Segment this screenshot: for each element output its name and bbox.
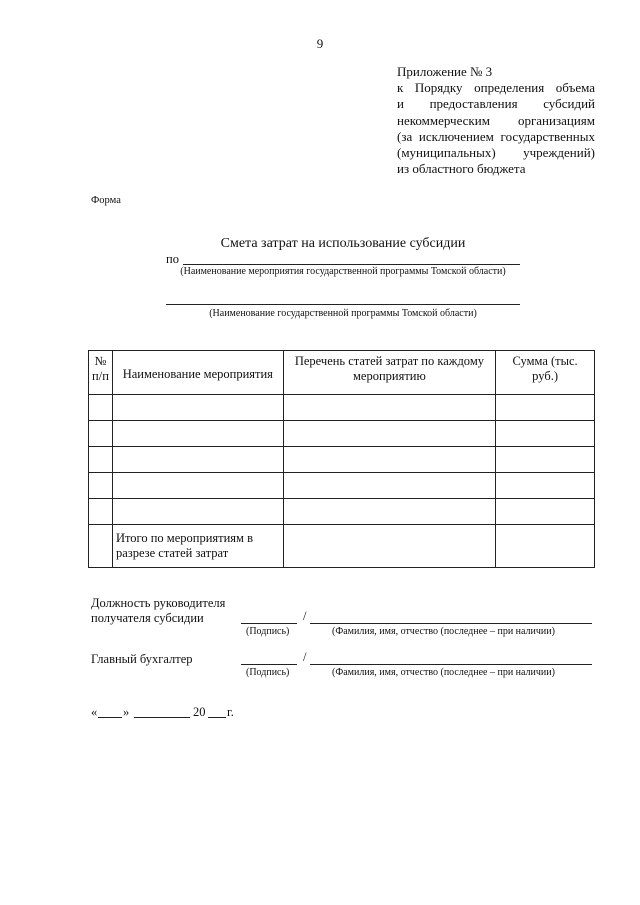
table-cell[interactable] [283, 525, 496, 568]
table-cell[interactable] [283, 499, 496, 525]
accountant-label: Главный бухгалтер [91, 652, 193, 666]
head-name-line[interactable] [310, 623, 592, 624]
date-month-line[interactable] [134, 717, 190, 718]
column-header-number: № п/п [89, 351, 113, 395]
form-label: Форма [91, 195, 121, 206]
program-name-line [166, 304, 520, 305]
appendix-line: (муниципальных) учреждений) [397, 144, 595, 160]
event-name-caption: (Наименование мероприятия государственной программы Томской области) [180, 266, 506, 277]
table-row [89, 447, 595, 473]
table-cell[interactable] [496, 395, 595, 421]
table-cell[interactable] [496, 525, 595, 568]
date-year-prefix: 20 [193, 705, 206, 719]
column-header-event: Наименование мероприятия [112, 351, 283, 395]
date-year-suffix: г. [227, 705, 234, 719]
table-row [89, 395, 595, 421]
table-cell[interactable] [89, 421, 113, 447]
date-day-line[interactable] [98, 717, 122, 718]
column-header-sum: Сумма (тыс. руб.) [496, 351, 595, 395]
table-cell[interactable] [89, 447, 113, 473]
table-cell[interactable] [112, 499, 283, 525]
appendix-line: Приложение № 3 [397, 64, 493, 79]
by-prefix: по [166, 252, 179, 266]
head-position-label: Должность руководителя получателя субсидии [91, 596, 226, 625]
date-year-line[interactable] [208, 717, 226, 718]
table-cell[interactable] [112, 447, 283, 473]
table-cell[interactable] [283, 447, 496, 473]
appendix-line: и предоставления субсидий [397, 96, 595, 112]
cost-estimate-table [88, 350, 595, 568]
appendix-line: (за исключением государственных [397, 128, 595, 144]
accountant-signature-line[interactable] [241, 664, 297, 665]
table-cell[interactable] [283, 395, 496, 421]
appendix-line: некоммерческим организациям [397, 112, 595, 128]
event-name-line [183, 264, 520, 265]
head-signature-line[interactable] [241, 623, 297, 624]
total-label: Итого по мероприятиям в разрезе статей затрат [112, 525, 283, 568]
program-name-caption: (Наименование государственной программы Томской области) [209, 308, 477, 319]
appendix-header [397, 64, 595, 177]
total-row [89, 525, 595, 568]
table-cell[interactable] [496, 421, 595, 447]
document-title: Смета затрат на использование субсидии [220, 236, 466, 251]
table-cell[interactable] [89, 395, 113, 421]
table-cell[interactable] [283, 473, 496, 499]
table-cell[interactable] [283, 421, 496, 447]
page-number: 9 [316, 36, 324, 51]
table-row [89, 499, 595, 525]
table-cell[interactable] [89, 499, 113, 525]
table-row [89, 473, 595, 499]
table-row [89, 421, 595, 447]
table-cell[interactable] [496, 499, 595, 525]
table-header-row [89, 351, 595, 395]
table-cell[interactable] [112, 395, 283, 421]
accountant-sign-caption: (Подпись) [246, 667, 290, 678]
head-name-caption: (Фамилия, имя, отчество (последнее – при наличии) [332, 626, 555, 637]
appendix-line: к Порядку определения объема [397, 80, 595, 96]
date-close-quote: » [123, 705, 130, 719]
table-cell[interactable] [89, 473, 113, 499]
date-open-quote: « [91, 705, 98, 719]
accountant-name-line[interactable] [310, 664, 592, 665]
head-separator: / [303, 609, 307, 623]
table-cell[interactable] [496, 447, 595, 473]
appendix-line: из областного бюджета [397, 161, 526, 177]
table-cell [89, 525, 113, 568]
column-header-cost-items: Перечень статей затрат по каждому мероприятию [283, 351, 496, 395]
table-cell[interactable] [112, 421, 283, 447]
head-sign-caption: (Подпись) [246, 626, 290, 637]
accountant-name-caption: (Фамилия, имя, отчество (последнее – при наличии) [332, 667, 555, 678]
table-cell[interactable] [496, 473, 595, 499]
accountant-separator: / [303, 650, 307, 664]
table-cell[interactable] [112, 473, 283, 499]
